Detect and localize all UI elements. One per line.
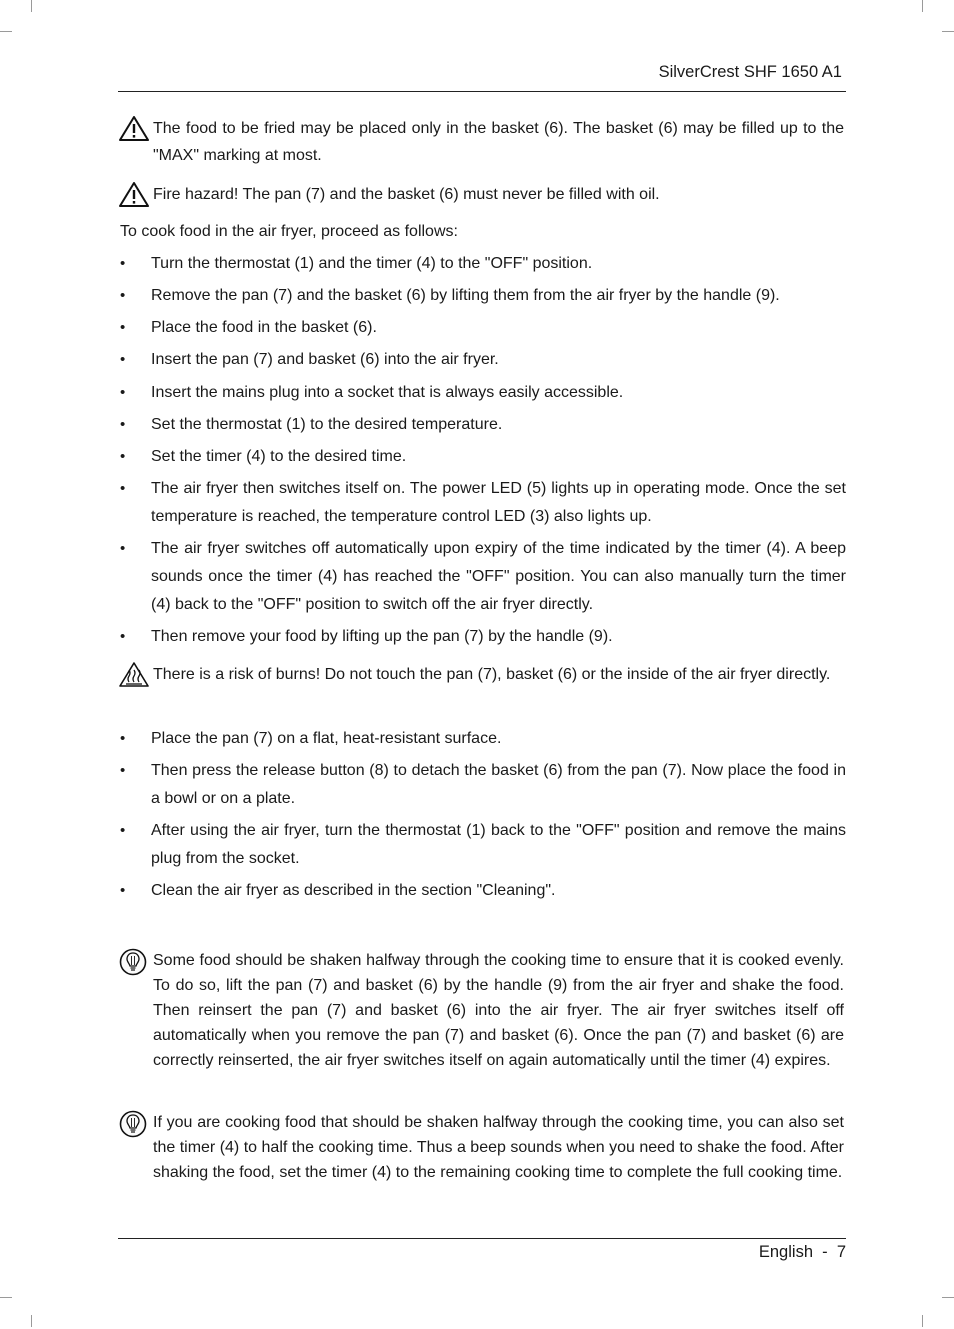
list-item-text: Place the pan (7) on a flat, heat-resistant surface.: [151, 730, 502, 747]
list-item-text: Remove the pan (7) and the basket (6) by lifting them from the air fryer by the handle (9).: [151, 287, 780, 304]
list-item: [120, 282, 846, 310]
bullet-marker: •: [120, 762, 126, 779]
list-item-text: Place the food in the basket (6).: [151, 319, 377, 336]
tip-text: If you are cooking food that should be shaken halfway through the cooking time, you can also set the timer (4) to half the cooking time. Thus a beep sounds when you need to shake the food. After shaking the food, set the timer (4) to the remaining cooking time to complete the full cooking time.: [153, 1114, 844, 1181]
bullet-marker: •: [120, 822, 126, 839]
list-item-text: After using the air fryer, turn the thermostat (1) back to the "OFF" position and remove the mains plug from the socket.: [151, 822, 846, 867]
list-item-text: Turn the thermostat (1) and the timer (4) to the "OFF" position.: [151, 255, 593, 272]
list-item: [120, 725, 846, 753]
list-item: [120, 475, 846, 531]
tip-notice: [118, 948, 844, 1073]
list-item-text: The air fryer then switches itself on. The power LED (5) lights up in operating mode. Once the set temperature is reached, the temperature control LED (3) also lights up.: [151, 480, 846, 525]
hot-surface-warning-icon: [118, 661, 150, 689]
bullet-marker: •: [120, 480, 126, 497]
lightbulb-tip-icon: [118, 1110, 150, 1138]
crop-mark: [942, 1297, 954, 1298]
list-item-text: Then press the release button (8) to detach the basket (6) from the pan (7). Now place the food in a bowl or on a plate.: [151, 762, 846, 807]
bullet-marker: •: [120, 540, 126, 557]
warning-text: Fire hazard! The pan (7) and the basket (6) must never be filled with oil.: [153, 186, 660, 203]
warning-triangle-icon: [118, 181, 150, 209]
bullet-marker: •: [120, 416, 126, 433]
lightbulb-tip-icon: [118, 948, 150, 976]
crop-mark: [31, 1315, 32, 1327]
burn-warning-text: There is a risk of burns! Do not touch the pan (7), basket (6) or the inside of the air fryer directly.: [153, 666, 831, 683]
list-item: [120, 379, 846, 407]
warning-notice: [118, 115, 844, 169]
list-item: [120, 817, 846, 873]
list-item: [120, 443, 846, 471]
tip-notice: [118, 1110, 844, 1185]
list-item-text: Insert the pan (7) and basket (6) into the air fryer.: [151, 351, 499, 368]
crop-mark: [31, 0, 32, 12]
bullet-marker: •: [120, 628, 126, 645]
list-item-text: Set the thermostat (1) to the desired temperature.: [151, 416, 503, 433]
bullet-marker: •: [120, 730, 126, 747]
bullet-marker: •: [120, 882, 126, 899]
list-item: [120, 250, 846, 278]
list-item: [120, 346, 846, 374]
list-item: [120, 877, 846, 905]
crop-mark: [0, 1297, 12, 1298]
bullet-marker: •: [120, 448, 126, 465]
list-item-text: Set the timer (4) to the desired time.: [151, 448, 407, 465]
crop-mark: [922, 1315, 923, 1327]
bullet-marker: •: [120, 384, 126, 401]
burn-warning-notice: [118, 661, 844, 688]
list-item: [120, 623, 846, 651]
warning-triangle-icon: [118, 115, 150, 143]
list-item: [120, 411, 846, 439]
list-item-text: Insert the mains plug into a socket that is always easily accessible.: [151, 384, 624, 401]
tip-text: Some food should be shaken halfway through the cooking time to ensure that it is cooked evenly. To do so, lift the pan (7) and basket (6) by the handle (9) from the air fryer and shake the food. Then reinsert the pan (7) and basket (6) into the air fryer. The air fryer switches itself off automatically when you remove the pan (7) and basket (6). Once the pan (7) and basket (6) are correctly reinserted, the air fryer switches itself on again automatically until the timer (4) expires.: [153, 952, 844, 1069]
bullet-marker: •: [120, 255, 126, 272]
crop-mark: [922, 0, 923, 12]
list-item: [120, 314, 846, 342]
header-rule: [118, 91, 846, 92]
list-item: [120, 535, 846, 619]
page-footer: English - 7: [758, 1243, 846, 1261]
bullet-marker: •: [120, 287, 126, 304]
footer-rule: [118, 1238, 846, 1239]
list-item-text: Then remove your food by lifting up the pan (7) by the handle (9).: [151, 628, 613, 645]
bullet-marker: •: [120, 319, 126, 336]
warning-text: The food to be fried may be placed only in the basket (6). The basket (6) may be filled up to the "MAX" marking at most.: [153, 120, 844, 164]
list-item-text: The air fryer switches off automatically upon expiry of the time indicated by the timer (4). A beep sounds once the timer (4) has reached the "OFF" position. You can also manually turn the timer (4) back to the "OFF" position to switch off the air fryer directly.: [151, 540, 846, 613]
intro-text: To cook food in the air fryer, proceed as follows:: [120, 223, 458, 240]
page-header-title: SilverCrest SHF 1650 A1: [658, 63, 842, 81]
crop-mark: [942, 31, 954, 32]
list-item: [120, 757, 846, 813]
warning-notice: [118, 181, 844, 208]
bullet-marker: •: [120, 351, 126, 368]
crop-mark: [0, 31, 12, 32]
list-item-text: Clean the air fryer as described in the section "Cleaning".: [151, 882, 556, 899]
